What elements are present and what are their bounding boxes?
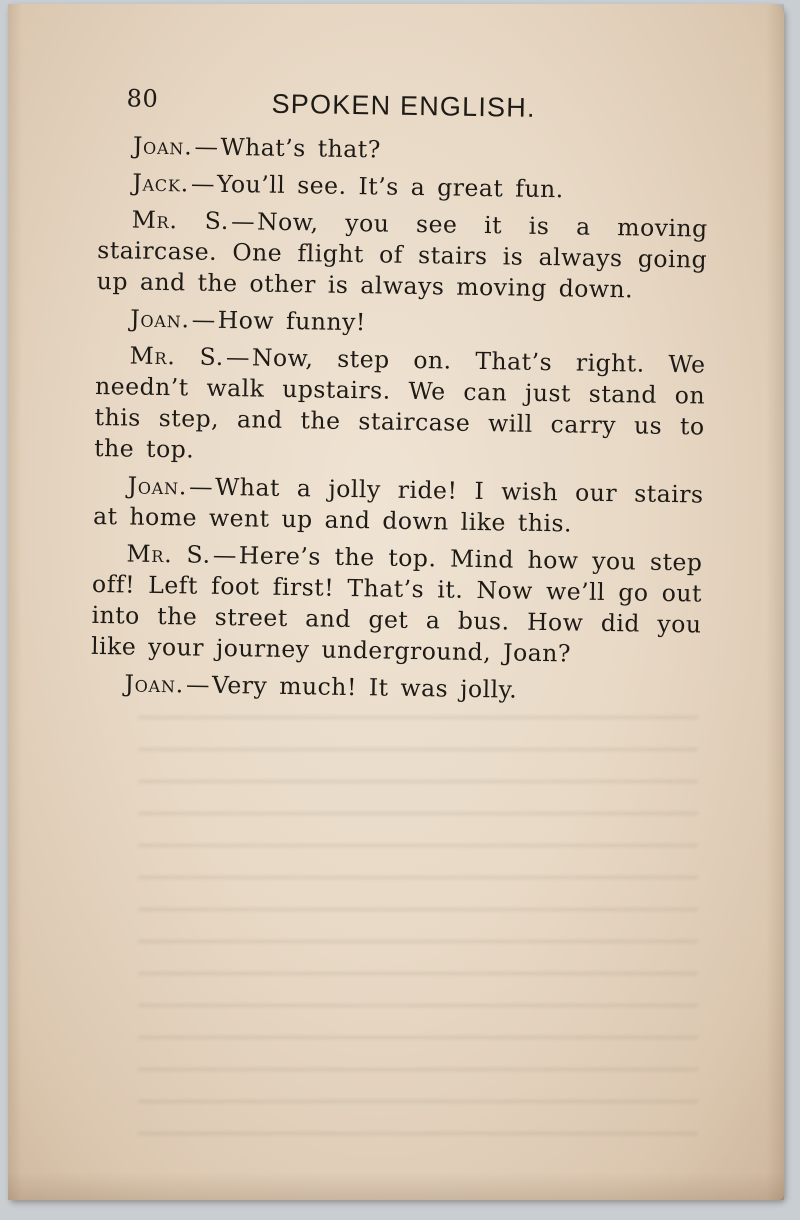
spoken-text: What a jolly ride! I wish our stairs at home went up and down like this. bbox=[92, 472, 704, 538]
speaker-name: Joan. bbox=[130, 304, 191, 334]
dialogue-line bbox=[91, 538, 703, 672]
spoken-text: How funny! bbox=[217, 305, 367, 337]
dash-separator: — bbox=[191, 305, 216, 334]
dash-separator: — bbox=[190, 169, 216, 198]
spoken-text: Now, you see it is a moving staircase. One flight of stairs is always going up and the other is always moving down. bbox=[96, 207, 708, 304]
dialogue-text bbox=[90, 130, 709, 709]
speaker-name: Joan. bbox=[124, 669, 185, 699]
speaker-name: Jack. bbox=[132, 168, 190, 198]
spoken-text: Very much! It was jolly. bbox=[211, 670, 518, 704]
dialogue-line bbox=[97, 204, 708, 307]
dash-separator: — bbox=[230, 207, 256, 236]
spoken-text: You’ll see. It’s a great fun. bbox=[216, 169, 564, 204]
dialogue-line bbox=[90, 668, 700, 709]
dialogue-line bbox=[93, 470, 704, 542]
dash-separator: — bbox=[188, 472, 214, 501]
dash-separator: — bbox=[212, 540, 238, 570]
page-number: 80 bbox=[126, 84, 159, 113]
page-right-shadow bbox=[766, 4, 784, 1200]
dialogue-line bbox=[98, 167, 708, 208]
dash-separator: — bbox=[225, 343, 251, 372]
running-title: SPOKEN ENGLISH. bbox=[271, 88, 536, 123]
dash-separator: — bbox=[185, 670, 211, 699]
page-bottom-shadow bbox=[8, 1172, 784, 1200]
speaker-name: Joan. bbox=[132, 131, 193, 161]
speaker-name: Mr. S. bbox=[131, 205, 230, 236]
page-header bbox=[99, 78, 710, 140]
bleed-through-text bbox=[138, 694, 698, 1154]
spoken-text: What’s that? bbox=[220, 132, 382, 164]
spoken-text: Now, step on. That’s right. We needn’t walk upstairs. We can just stand on this step, and the staircase will carry us to the top. bbox=[93, 343, 706, 464]
dialogue-line bbox=[94, 340, 706, 474]
page-left-shadow bbox=[8, 4, 22, 1200]
speaker-name: Joan. bbox=[127, 471, 188, 501]
dash-separator: — bbox=[194, 132, 219, 161]
dialogue-line bbox=[96, 303, 706, 344]
speaker-name: Mr. S. bbox=[129, 341, 225, 371]
spoken-text: Here’s the top. Mind how you step off! Left foot first! That’s it. Now we’ll go out into the street and get a bus. How did you like your journey underground, Joan? bbox=[90, 541, 703, 668]
page-content bbox=[90, 78, 710, 715]
speaker-name: Mr. S. bbox=[126, 539, 212, 569]
